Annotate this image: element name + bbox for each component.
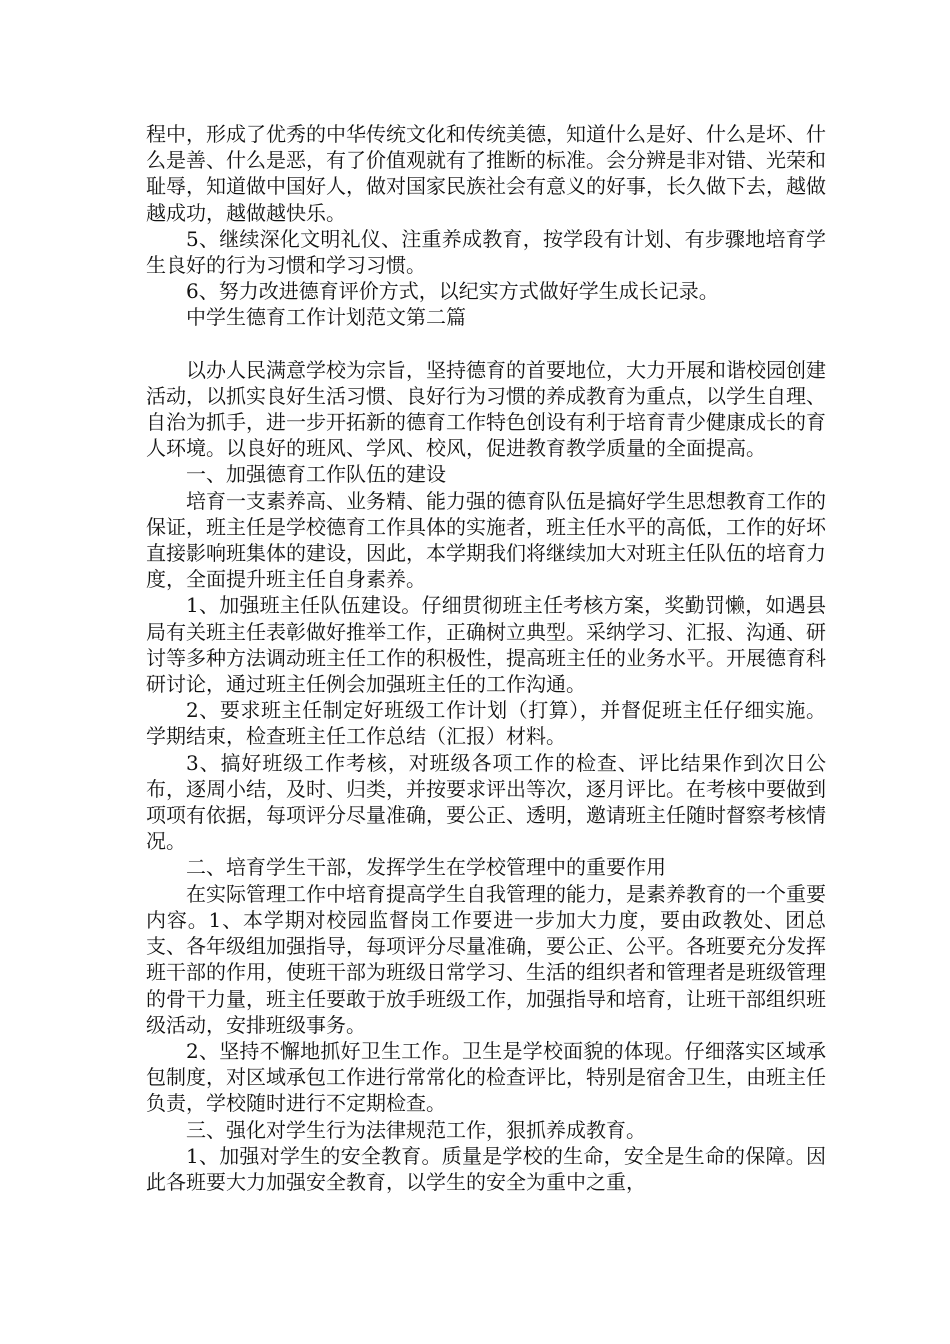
paragraph-intro-continuation: 程中，形成了优秀的中华传统文化和传统美德，知道什么是好、什么是坏、什么是善、什么是恶，有了价值观就有了推断的标准。会分辨是非对错、光荣和耻辱，知道做中国好人，做对国家民族社会有意义的好事，长久做下去，越做越成功，越做越快乐。	[146, 122, 826, 225]
paragraph-section-2-item-2: 2、坚持不懈地抓好卫生工作。卫生是学校面貌的体现。仔细落实区域承包制度，对区域承包工作进行常常化的检查评比，特别是宿舍卫生，由班主任负责，学校随时进行不定期检查。	[146, 1038, 826, 1116]
heading-section-3: 三、强化对学生行为法律规范工作，狠抓养成教育。	[186, 1117, 646, 1142]
paragraph-section-1-item-2: 2、要求班主任制定好班级工作计划（打算），并督促班主任仔细实施。学期结束，检查班主任工作总结（汇报）材料。	[146, 698, 826, 749]
paragraph-item-6: 6、努力改进德育评价方式，以纪实方式做好学生成长记录。	[186, 279, 719, 304]
paragraph-purpose: 以办人民满意学校为宗旨，坚持德育的首要地位，大力开展和谐校园创建活动，以抓实良好生活习惯、良好行为习惯的养成教育为重点，以学生自理、自治为抓手，进一步开拓新的德育工作特色创设有利于培育青少健康成长的育人环境。以良好的班风、学风、校风，促进教育教学质量的全面提高。	[146, 357, 826, 461]
paragraph-section-3-item-1: 1、加强对学生的安全教育。质量是学校的生命，安全是生命的保障。因此各班要大力加强安全教育，以学生的安全为重中之重，	[146, 1143, 826, 1194]
heading-section-1: 一、加强德育工作队伍的建设	[186, 462, 446, 487]
paragraph-section-1-intro: 培育一支素养高、业务精、能力强的德育队伍是搞好学生思想教育工作的保证，班主任是学校德育工作具体的实施者，班主任水平的高低，工作的好坏直接影响班集体的建设，因此，本学期我们将继续加大对班主任队伍的培育力度，全面提升班主任自身素养。	[146, 488, 826, 592]
section-title-second-article: 中学生德育工作计划范文第二篇	[186, 305, 466, 330]
paragraph-section-1-item-3: 3、搞好班级工作考核，对班级各项工作的检查、评比结果作到次日公布，逐周小结，及时、归类，并按要求评出等次，逐月评比。在考核中要做到项项有依据，每项评分尽量准确，要公正、透明，邀请班主任随时督察考核情况。	[146, 750, 826, 854]
paragraph-section-2-intro: 在实际管理工作中培育提高学生自我管理的能力，是素养教育的一个重要内容。1、本学期对校园监督岗工作要进一步加大力度，要由政教处、团总支、各年级组加强指导，每项评分尽量准确，要公正、公平。各班要充分发挥班干部的作用，使班干部为班级日常学习、生活的组织者和管理者是班级管理的骨干力量，班主任要敢于放手班级工作，加强指导和培育，让班干部组织班级活动，安排班级事务。	[146, 881, 826, 1037]
heading-section-2: 二、培育学生干部，发挥学生在学校管理中的重要作用	[186, 855, 666, 880]
document-page	[146, 121, 826, 1195]
paragraph-item-5: 5、继续深化文明礼仪、注重养成教育，按学段有计划、有步骤地培育学生良好的行为习惯和学习习惯。	[146, 226, 826, 278]
paragraph-section-1-item-1: 1、加强班主任队伍建设。仔细贯彻班主任考核方案，奖勤罚懒，如遇县局有关班主任表彰做好推举工作，正确树立典型。采纳学习、汇报、沟通、研讨等多种方法调动班主任工作的积极性，提高班主任的业务水平。开展德育科研讨论，通过班主任例会加强班主任的工作沟通。	[146, 593, 826, 697]
blank-line	[146, 331, 826, 357]
